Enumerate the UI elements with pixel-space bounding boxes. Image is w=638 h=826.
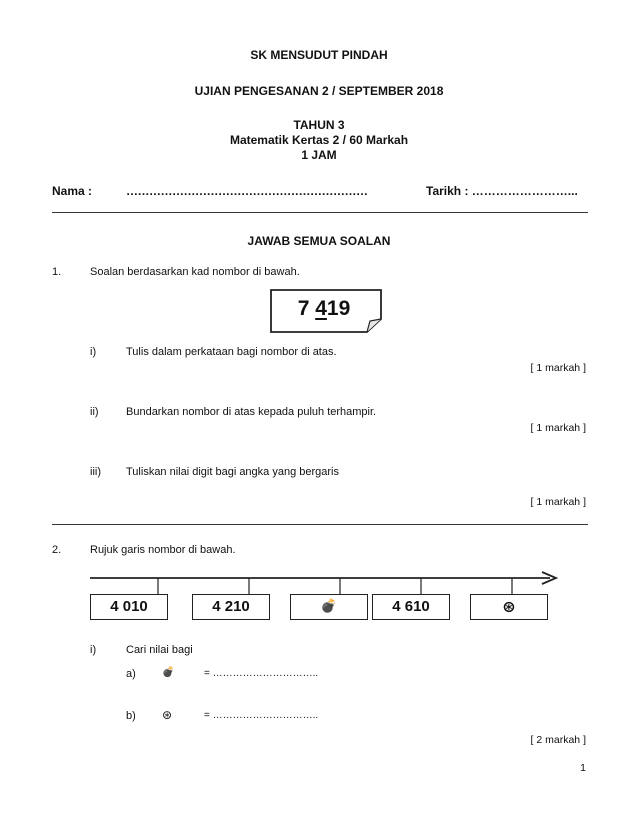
divider <box>52 212 588 213</box>
q1-part-num: iii) <box>90 466 101 478</box>
q1-part-text: Bundarkan nombor di atas kepada puluh terhampir. <box>126 406 377 418</box>
year-level: TAHUN 3 <box>293 118 345 132</box>
number-line-box: 4 010 <box>90 594 168 620</box>
q2-marks: [ 2 markah ] <box>530 734 586 746</box>
q2-part-text: Cari nilai bagi <box>126 644 193 656</box>
card-digit-rest: 19 <box>326 297 351 320</box>
q2-part-num: i) <box>90 644 97 656</box>
q2-sub-label: a) <box>126 668 136 680</box>
q1-part-num: i) <box>90 346 97 358</box>
q1-number: 1. <box>52 266 62 278</box>
date-field: Tarikh : ……………………... <box>426 184 578 198</box>
q1-part-text: Tulis dalam perkataan bagi nombor di atas. <box>126 346 337 358</box>
q2-sub-answer: = ………………………….. <box>204 710 319 721</box>
paper-info: Matematik Kertas 2 / 60 Markah <box>229 133 409 147</box>
bomb-icon: 💣 <box>290 594 368 620</box>
duration: 1 JAM <box>301 148 337 162</box>
number-line <box>88 566 563 596</box>
q1-part-marks: [ 1 markah ] <box>530 496 586 508</box>
q2-sub-label: b) <box>126 710 136 722</box>
number-line-box: 4 610 <box>372 594 450 620</box>
divider <box>52 524 588 525</box>
card-digit-thousands: 7 <box>297 297 316 320</box>
bomb-icon: 💣 <box>162 667 175 678</box>
q1-part-text: Tuliskan nilai digit bagi angka yang bergaris <box>126 466 339 478</box>
q2-number: 2. <box>52 544 62 556</box>
name-label: Nama : <box>52 184 93 198</box>
q1-text: Soalan berdasarkan kad nombor di bawah. <box>90 266 300 278</box>
school-name: SK MENSUDUT PINDAH <box>250 48 388 62</box>
q1-part-marks: [ 1 markah ] <box>530 362 586 374</box>
q2-sub-answer: = ………………………….. <box>204 668 319 679</box>
instruction: JAWAB SEMUA SOALAN <box>247 234 391 248</box>
card-digit-underlined: 4 <box>315 297 327 320</box>
asterisk-circle-icon: ⊛ <box>470 594 548 620</box>
exam-title: UJIAN PENGESANAN 2 / SEPTEMBER 2018 <box>194 84 444 98</box>
page-number: 1 <box>580 762 586 774</box>
q1-part-num: ii) <box>90 406 99 418</box>
number-line-box: 4 210 <box>192 594 270 620</box>
q1-part-marks: [ 1 markah ] <box>530 422 586 434</box>
number-card-value <box>268 296 380 322</box>
q2-text: Rujuk garis nombor di bawah. <box>90 544 236 556</box>
asterisk-circle-icon: ⊛ <box>162 708 173 722</box>
name-field: ……………………………………………………… <box>126 184 368 198</box>
